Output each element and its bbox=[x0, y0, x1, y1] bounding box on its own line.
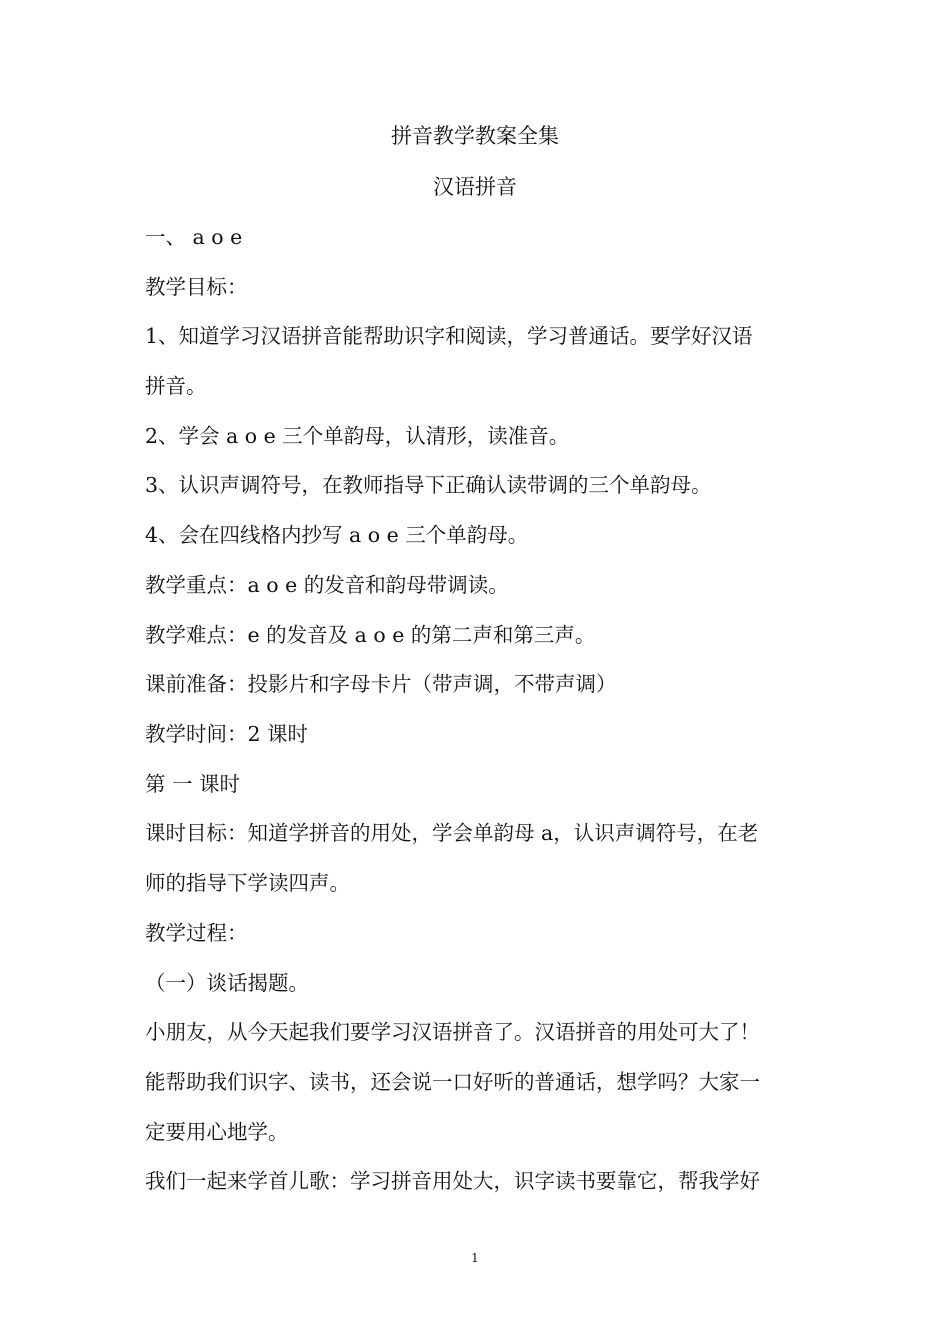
paragraph-line: 小朋友，从今天起我们要学习汉语拼音了。汉语拼音的用处可大了！ bbox=[145, 1020, 760, 1044]
paragraph-line: 2、学会 a o e 三个单韵母，认清形，读准音。 bbox=[145, 424, 570, 448]
paragraph-line: 教学重点：a o e 的发音和韵母带调读。 bbox=[145, 573, 509, 597]
paragraph-line: 定要用心地学。 bbox=[145, 1120, 289, 1144]
paragraph-line: 教学过程： bbox=[145, 921, 248, 945]
paragraph-line: 1、知道学习汉语拼音能帮助识字和阅读，学习普通话。要学好汉语 bbox=[145, 324, 753, 348]
paragraph-line: 教学时间：2 课时 bbox=[145, 722, 309, 746]
paragraph-line: 拼音。 bbox=[145, 374, 207, 398]
page-number: 1 bbox=[471, 1251, 479, 1265]
lesson-heading: 第 一 课时 bbox=[145, 772, 241, 796]
document-subtitle: 汉语拼音 bbox=[433, 175, 517, 199]
paragraph-line: 能帮助我们识字、读书，还会说一口好听的普通话，想学吗？大家一 bbox=[145, 1070, 760, 1094]
paragraph-line: （一）谈话揭题。 bbox=[145, 971, 309, 995]
paragraph-line: 3、认识声调符号，在教师指导下正确认读带调的三个单韵母。 bbox=[145, 473, 712, 497]
paragraph-line: 师的指导下学读四声。 bbox=[145, 871, 350, 895]
paragraph-line: 教学难点：e 的发音及 a o e 的第二声和第三声。 bbox=[145, 623, 596, 647]
paragraph-line: 课前准备：投影片和字母卡片（带声调，不带声调） bbox=[145, 672, 617, 696]
paragraph-line: 4、会在四线格内抄写 a o e 三个单韵母。 bbox=[145, 523, 529, 547]
paragraph-line: 课时目标：知道学拼音的用处，学会单韵母 a，认识声调符号，在老 bbox=[145, 821, 759, 845]
paragraph-line: 我们一起来学首儿歌：学习拼音用处大，识字读书要靠它，帮我学好 bbox=[145, 1169, 760, 1193]
paragraph-line: 教学目标： bbox=[145, 275, 248, 299]
document-title: 拼音教学教案全集 bbox=[391, 124, 559, 148]
section-heading: 一、 a o e bbox=[145, 225, 243, 249]
